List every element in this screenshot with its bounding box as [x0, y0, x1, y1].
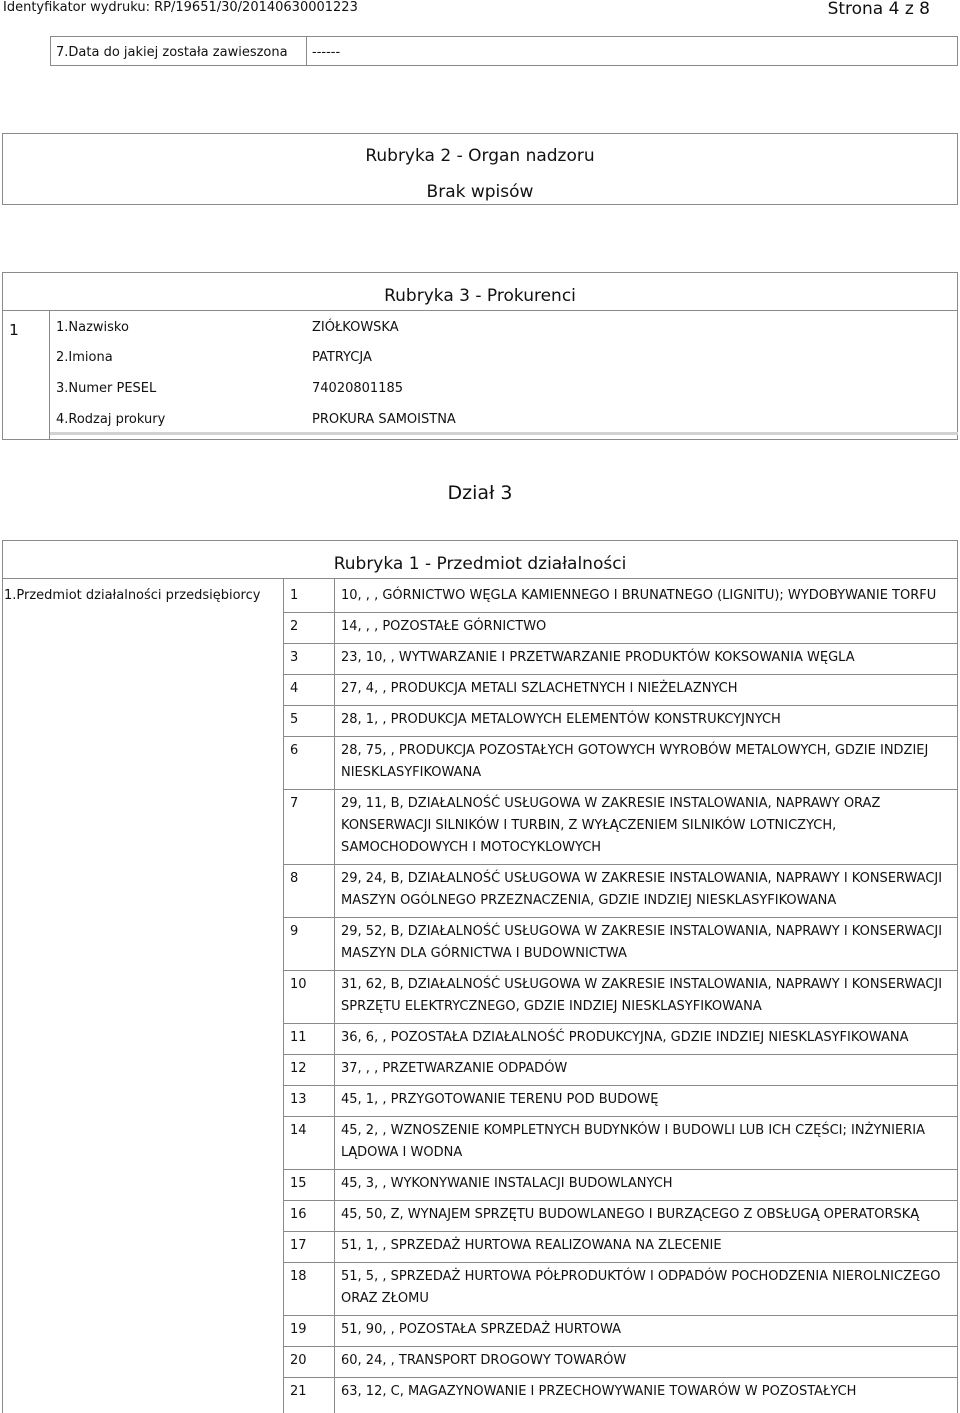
activity-row-divider	[284, 705, 958, 706]
activity-text-line: SAMOCHODOWYCH I MOTOCYKLOWYCH	[341, 840, 602, 855]
surname-label: 1.Nazwisko	[56, 320, 129, 335]
activity-text-line: KONSERWACJI SILNIKÓW I TURBIN, Z WYŁĄCZENIEM SILNIKÓW LOTNICZYCH,	[341, 818, 837, 833]
activity-text-line: 31, 62, B, DZIAŁALNOŚĆ USŁUGOWA W ZAKRESIE INSTALOWANIA, NAPRAWY I KONSERWACJI	[341, 977, 943, 992]
surname-value: ZIÓŁKOWSKA	[312, 320, 399, 335]
activity-text-line: 23, 10, , WYTWARZANIE I PRZETWARZANIE PRODUKTÓW KOKSOWANIA WĘGLA	[341, 650, 855, 665]
activity-number: 11	[290, 1030, 307, 1045]
rubryka-2-title: Rubryka 2 - Organ nadzoru	[365, 146, 595, 166]
rubryka-3-title: Rubryka 3 - Prokurenci	[384, 286, 576, 306]
activity-row-divider	[284, 1023, 958, 1024]
activity-number: 13	[290, 1092, 307, 1107]
activity-number: 5	[290, 712, 299, 727]
activity-row-divider	[284, 1231, 958, 1232]
activity-text-line: 45, 3, , WYKONYWANIE INSTALACJI BUDOWLANYCH	[341, 1176, 673, 1191]
activity-number: 20	[290, 1353, 307, 1368]
proxy-type-label: 4.Rodzaj prokury	[56, 412, 166, 427]
activity-text-line: ORAZ ZŁOMU	[341, 1291, 429, 1306]
activity-number: 17	[290, 1238, 307, 1253]
activity-text-line: LĄDOWA I WODNA	[341, 1145, 463, 1160]
activity-number: 18	[290, 1269, 307, 1284]
activity-text-line: 37, , , PRZETWARZANIE ODPADÓW	[341, 1061, 568, 1076]
business-activity-label: 1.Przedmiot działalności przedsiębiorcy	[4, 588, 261, 603]
activity-row-divider	[284, 1085, 958, 1086]
activity-text-line: 14, , , POZOSTAŁE GÓRNICTWO	[341, 619, 547, 634]
activity-row-divider	[284, 736, 958, 737]
activity-number: 15	[290, 1176, 307, 1191]
activity-number: 14	[290, 1123, 307, 1138]
activity-row-divider	[284, 917, 958, 918]
activity-text-line: 28, 75, , PRODUKCJA POZOSTAŁYCH GOTOWYCH WYROBÓW METALOWYCH, GDZIE INDZIEJ	[341, 743, 929, 758]
activity-text-line: 10, , , GÓRNICTWO WĘGLA KAMIENNEGO I BRUNATNEGO (LIGNITU); WYDOBYWANIE TORFU	[341, 588, 937, 603]
activity-number: 19	[290, 1322, 307, 1337]
pesel-label: 3.Numer PESEL	[56, 381, 157, 396]
proxy-entry-number: 1	[9, 321, 19, 339]
rubryka-2-empty-note: Brak wpisów	[426, 182, 534, 202]
activity-row-divider	[284, 643, 958, 644]
proxy-type-value: PROKURA SAMOISTNA	[312, 412, 456, 427]
activity-number: 9	[290, 924, 299, 939]
activity-text-line: 60, 24, , TRANSPORT DROGOWY TOWARÓW	[341, 1353, 627, 1368]
activity-text-line: 36, 6, , POZOSTAŁA DZIAŁALNOŚĆ PRODUKCYJNA, GDZIE INDZIEJ NIESKLASYFIKOWANA	[341, 1030, 909, 1045]
activity-number: 4	[290, 681, 299, 696]
suspension-date-value: ------	[312, 45, 341, 60]
suspension-date-label: 7.Data do jakiej została zawieszona	[56, 45, 288, 60]
activity-text-line: 45, 2, , WZNOSZENIE KOMPLETNYCH BUDYNKÓW I BUDOWLI LUB ICH CZĘŚCI; INŻYNIERIA	[341, 1123, 925, 1138]
activity-number: 2	[290, 619, 299, 634]
activity-row-divider	[284, 674, 958, 675]
activity-text-line: 63, 12, C, MAGAZYNOWANIE I PRZECHOWYWANIE TOWARÓW W POZOSTAŁYCH	[341, 1384, 857, 1399]
activity-number: 1	[290, 588, 299, 603]
activity-number: 3	[290, 650, 299, 665]
activity-row-divider	[284, 1200, 958, 1201]
activity-text-line: 51, 1, , SPRZEDAŻ HURTOWA REALIZOWANA NA ZLECENIE	[341, 1238, 722, 1253]
activity-text-line: MASZYN OGÓLNEGO PRZEZNACZENIA, GDZIE INDZIEJ NIESKLASYFIKOWANA	[341, 893, 837, 908]
activity-text-line: SPRZĘTU ELEKTRYCZNEGO, GDZIE INDZIEJ NIESKLASYFIKOWANA	[341, 999, 762, 1014]
activity-text-line: 51, 90, , POZOSTAŁA SPRZEDAŻ HURTOWA	[341, 1322, 622, 1337]
activity-row-divider	[284, 1054, 958, 1055]
activity-text-line: NIESKLASYFIKOWANA	[341, 765, 482, 780]
pesel-value: 74020801185	[312, 381, 403, 396]
activity-text-line: 28, 1, , PRODUKCJA METALOWYCH ELEMENTÓW KONSTRUKCYJNYCH	[341, 712, 781, 727]
activity-row-divider	[284, 1315, 958, 1316]
rubryka-1-title: Rubryka 1 - Przedmiot działalności	[333, 554, 627, 574]
first-names-value: PATRYCJA	[312, 350, 372, 365]
activity-row-divider	[284, 970, 958, 971]
activity-number: 6	[290, 743, 299, 758]
page-number: Strona 4 z 8	[827, 0, 930, 19]
print-identifier: Identyfikator wydruku: RP/19651/30/20140630001223	[3, 0, 358, 15]
first-names-label: 2.Imiona	[56, 350, 113, 365]
activity-text-line: 29, 24, B, DZIAŁALNOŚĆ USŁUGOWA W ZAKRESIE INSTALOWANIA, NAPRAWY I KONSERWACJI	[341, 871, 943, 886]
activity-row-divider	[284, 1377, 958, 1378]
activity-row-divider	[284, 1169, 958, 1170]
activity-text-line: 51, 5, , SPRZEDAŻ HURTOWA PÓŁPRODUKTÓW I ODPADÓW POCHODZENIA NIEROLNICZEGO	[341, 1269, 941, 1284]
activity-number: 8	[290, 871, 299, 886]
activity-text-line: 29, 11, B, DZIAŁALNOŚĆ USŁUGOWA W ZAKRESIE INSTALOWANIA, NAPRAWY ORAZ	[341, 796, 881, 811]
activity-number: 16	[290, 1207, 307, 1222]
activity-row-divider	[284, 864, 958, 865]
activity-row-divider	[284, 789, 958, 790]
activity-text-line: 27, 4, , PRODUKCJA METALI SZLACHETNYCH I NIEŻELAZNYCH	[341, 681, 738, 696]
section-title: Dział 3	[447, 482, 513, 504]
activity-number: 21	[290, 1384, 307, 1399]
activity-row-divider	[284, 612, 958, 613]
activity-text-line: 45, 50, Z, WYNAJEM SPRZĘTU BUDOWLANEGO I BURZĄCEGO Z OBSŁUGĄ OPERATORSKĄ	[341, 1207, 920, 1222]
activity-number: 10	[290, 977, 307, 992]
activity-row-divider	[284, 1116, 958, 1117]
activity-row-divider	[284, 1262, 958, 1263]
activity-row-divider	[284, 1346, 958, 1347]
activity-text-line: 45, 1, , PRZYGOTOWANIE TERENU POD BUDOWĘ	[341, 1092, 659, 1107]
activity-number: 7	[290, 796, 299, 811]
activity-text-line: 29, 52, B, DZIAŁALNOŚĆ USŁUGOWA W ZAKRESIE INSTALOWANIA, NAPRAWY I KONSERWACJI	[341, 924, 943, 939]
activity-text-line: MASZYN DLA GÓRNICTWA I BUDOWNICTWA	[341, 946, 627, 961]
activity-number: 12	[290, 1061, 307, 1076]
